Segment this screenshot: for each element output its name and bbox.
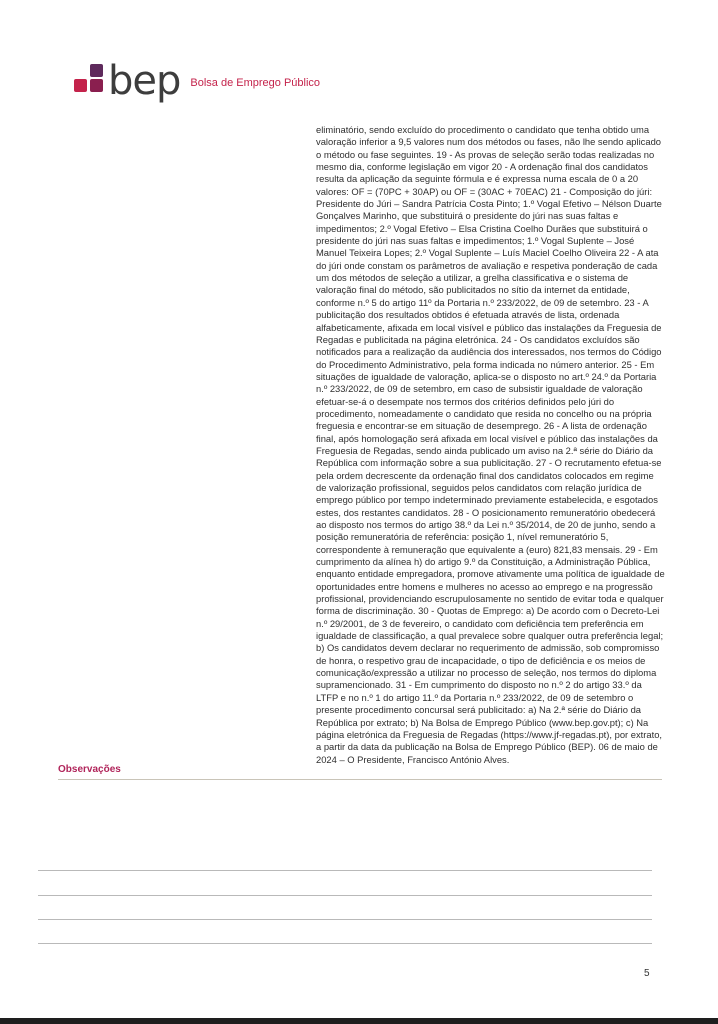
observations-line-3 — [38, 919, 652, 920]
observations-title: Observações — [58, 764, 121, 775]
bottom-edge-bar — [0, 1018, 718, 1024]
logo-tagline: Bolsa de Emprego Público — [190, 77, 321, 89]
bep-logo-mark-icon — [74, 64, 106, 94]
page-number: 5 — [644, 968, 650, 979]
bep-logo — [74, 58, 321, 104]
logo-square-top — [90, 64, 103, 77]
logo-wordmark: bep — [108, 58, 181, 104]
observations-line-2 — [38, 895, 652, 896]
notice-body-text: eliminatório, sendo excluído do procedimento o candidato que tenha obtido uma valoração inferior a 9,5 valores num dos métodos ou fases, não lhe sendo aplicado o método ou fase seguintes. 19 - As provas de seleção serão todas realizadas no mesmo dia, conforme legislação em vigor 20 - A ordenação final dos candidatos resulta da aplicação da seguinte fórmula e é expressa numa escala de 0 a 20 valores: OF = (70PC + 30AP) ou OF = (30AC + 70EAC) 21 - Composição do júri: Presidente do Júri – Sandra Patrícia Costa Pinto; 1.º Vogal Efetivo – Nélson Duarte Gonçalves Marinho, que substituirá o presidente do júri nas suas faltas e impedimentos; 2.º Vogal Efetivo – Elsa Cristina Coelho Durães que substituirá o presidente do júri nas suas faltas e impedimentos; 1.º Vogal Suplente – José Manuel Teixeira Lopes; 2.º Vogal Suplente – Luís Maciel Coelho Oliveira 22 - A ata do júri onde constam os parâmetros de avaliação e respetiva ponderação de cada um dos métodos de seleção a utilizar, a grelha classificativa e o sistema de valoração final do método, são publicitados no sítio da internet da entidade, conforme n.º 5 do artigo 11º da Portaria n.º 233/2022, de 09 de setembro. 23 - A publicitação dos resultados obtidos é efetuada através de lista, ordenada alfabeticamente, afixada em local visível e público das instalações da Freguesia de Regadas e publicitada na página eletrónica. 24 - Os candidatos excluídos são notificados para a realização da audiência dos interessados, nos termos do Código do Procedimento Administrativo, pela forma indicada no número anterior. 25 - Em situações de igualdade de valoração, aplica-se o disposto no art.º 24.º da Portaria n.º 233/2022, de 09 de setembro, em caso de subsistir igualdade de valoração efetuar-se-á o desempate nos termos dos critérios definidos pelo júri do procedimento, nomeadamente o candidato que resida no concelho ou na própria freguesia e encontrar-se em situação de desemprego. 26 - A lista de ordenação final, após homologação será afixada em local visível e público das instalações da Freguesia de Regadas, sendo ainda publicado um aviso na 2.ª série do Diário da República com informação sobre a sua publicitação. 27 - O recrutamento efetua-se pela ordem decrescente da ordenação final dos candidatos colocados em regime de valorização profissional, seguidos pelos candidatos com relação jurídica de emprego público por tempo indeterminado previamente estabelecida, e esgotados estes, dos restantes candidatos. 28 - O posicionamento remuneratório obedecerá ao disposto nos termos do artigo 38.º da Lei n.º 35/2014, de 20 de junho, sendo a posição remuneratória de referência: posição 1, nível remuneratório 5, correspondente à remuneração que equivalente a (euro) 821,83 mensais. 29 - Em cumprimento da alínea h) do artigo 9.º da Constituição, a Administração Pública, enquanto entidade empregadora, promove ativamente uma política de igualdade de oportunidades entre homens e mulheres no acesso ao emprego e na progressão profissional, providenciando escrupulosamente no sentido de evitar toda e qualquer forma de discriminação. 30 - Quotas de Emprego: a) De acordo com o Decreto-Lei n.º 29/2001, de 3 de fevereiro, o candidato com deficiência tem preferência em igualdade de classificação, a qual prevalece sobre qualquer outra preferência legal; b) Os candidatos devem declarar no requerimento de admissão, sob compromisso de honra, o respetivo grau de incapacidade, o tipo de deficiência e os meios de comunicação/expressão a utilizar no processo de seleção, nos termos do diploma supramencionado. 31 - Em cumprimento do disposto no n.º 2 do artigo 33.º da LTFP e no n.º 1 do artigo 11.º da Portaria n.º 233/2022, de 09 de setembro o presente procedimento concursal será publicitado: a) Na 2.ª série do Diário da República por extrato; b) Na Bolsa de Emprego Público (www.bep.gov.pt); c) Na página eletrónica da Freguesia de Regadas (https://www.jf-regadas.pt), por extrato, a partir da data da publicação na Bolsa de Emprego Público (BEP). 06 de maio de 2024 – O Presidente, Francisco António Alves. — [316, 124, 665, 765]
observations-divider — [58, 779, 662, 780]
logo-square-left — [74, 79, 87, 92]
observations-line-1 — [38, 870, 652, 871]
logo-square-right — [90, 79, 103, 92]
observations-line-4 — [38, 943, 652, 944]
